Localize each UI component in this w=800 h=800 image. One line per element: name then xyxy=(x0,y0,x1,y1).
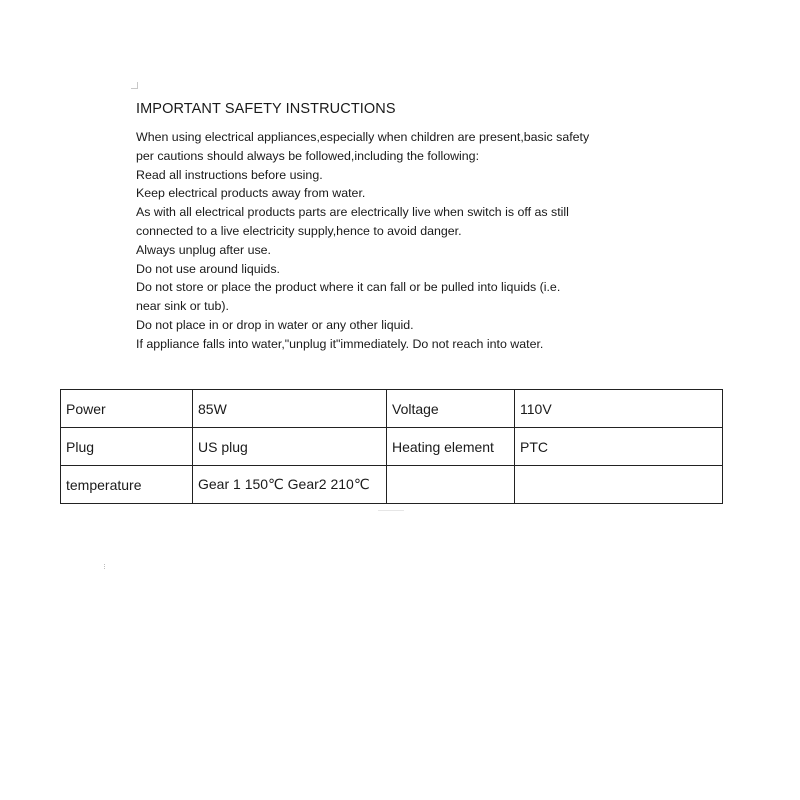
spec-label-plug: Plug xyxy=(61,428,193,466)
spec-value-voltage: 110V xyxy=(515,390,723,428)
faint-dot-mark xyxy=(104,564,107,569)
instruction-line: Always unplug after use. xyxy=(136,242,271,257)
instruction-line: per cautions should always be followed,including the following: xyxy=(136,148,480,163)
instruction-line: Do not place in or drop in water or any other liquid. xyxy=(136,317,414,332)
table-row xyxy=(61,466,723,504)
spec-value-power: 85W xyxy=(193,390,387,428)
specifications-table xyxy=(60,389,723,504)
instruction-line: As with all electrical products parts are electrically live when switch is off as still xyxy=(136,205,569,220)
spec-label-power: Power xyxy=(61,390,193,428)
spec-value-temperature: Gear 1 150℃ Gear2 210℃ xyxy=(193,466,387,504)
instruction-line: Read all instructions before using. xyxy=(136,167,323,182)
spec-empty-cell xyxy=(387,466,515,504)
instruction-line: Do not use around liquids. xyxy=(136,261,280,276)
instruction-line: Do not store or place the product where it can fall or be pulled into liquids (i.e. xyxy=(136,280,561,295)
instruction-line: connected to a live electricity supply,hence to avoid danger. xyxy=(136,223,462,238)
instruction-lines xyxy=(136,128,696,354)
corner-crop-mark xyxy=(131,82,138,89)
spec-value-plug: US plug xyxy=(193,428,387,466)
spec-empty-cell xyxy=(515,466,723,504)
instruction-line: If appliance falls into water,"unplug it"immediately. Do not reach into water. xyxy=(136,336,544,351)
document-title: IMPORTANT SAFETY INSTRUCTIONS xyxy=(136,101,396,117)
instruction-line: Keep electrical products away from water. xyxy=(136,186,366,201)
safety-instructions xyxy=(136,99,696,354)
table-row xyxy=(61,428,723,466)
spec-label-temperature: temperature xyxy=(61,466,193,504)
instruction-line: When using electrical appliances,especially when children are present,basic safety xyxy=(136,130,590,144)
spec-label-voltage: Voltage xyxy=(387,390,515,428)
table-row xyxy=(61,390,723,428)
instruction-line: near sink or tub). xyxy=(136,299,229,314)
spec-label-heating-element: Heating element xyxy=(387,428,515,466)
spec-value-heating-element: PTC xyxy=(515,428,723,466)
faint-mark xyxy=(378,510,404,511)
